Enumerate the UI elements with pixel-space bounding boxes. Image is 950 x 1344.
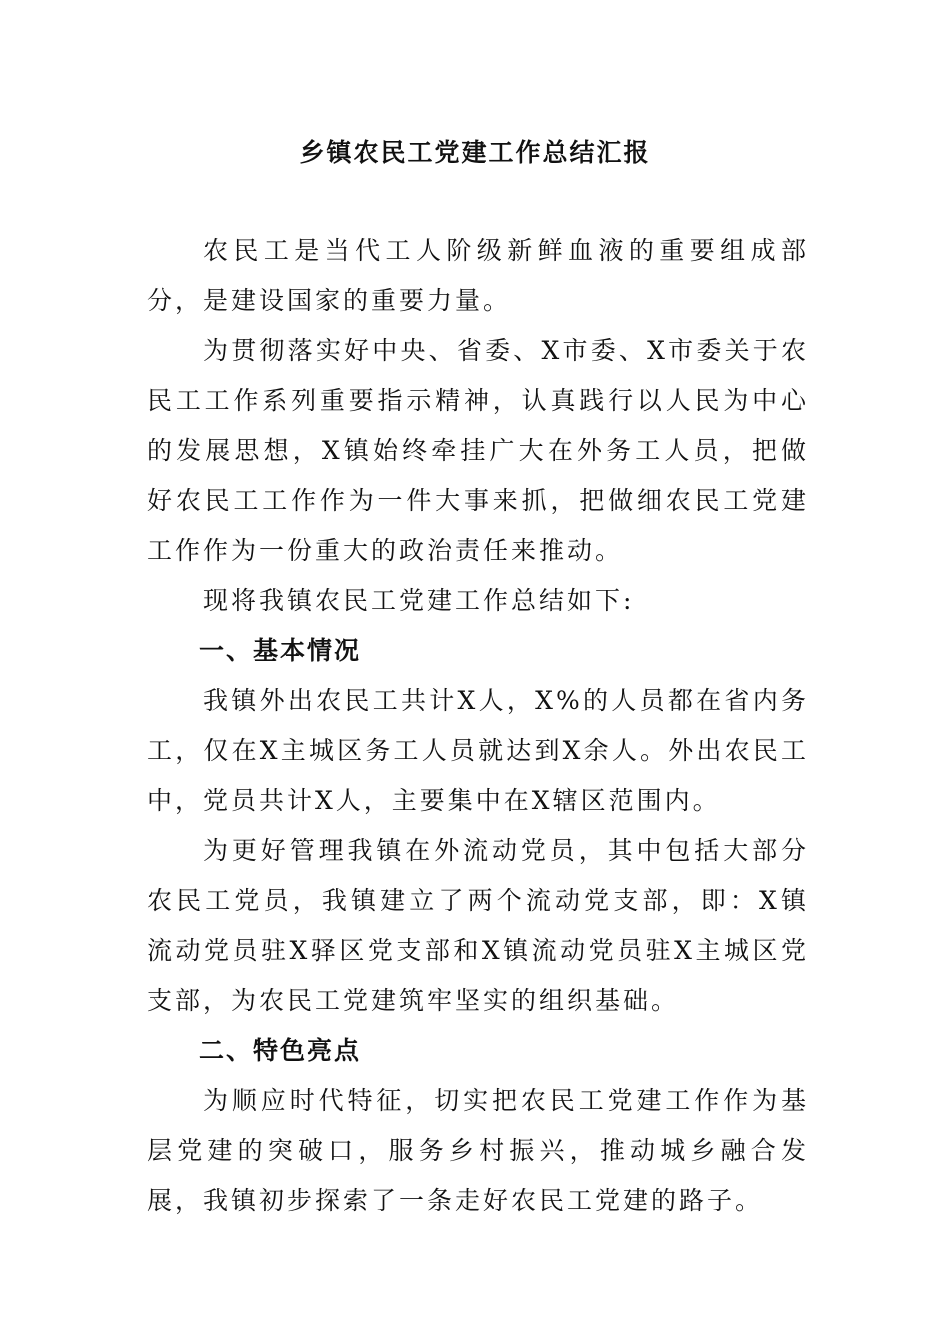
paragraph-intro: 农民工是当代工人阶级新鲜血液的重要组成部分，是建设国家的重要力量。 bbox=[147, 236, 809, 315]
document-body bbox=[147, 226, 809, 1226]
document-title: 乡镇农民工党建工作总结汇报 bbox=[299, 138, 651, 167]
paragraph-purpose: 为贯彻落实好中央、省委、X市委、X市委关于农民工工作系列重要指示精神，认真践行以人民为中心的发展思想，X镇始终牵挂广大在外务工人员，把做好农民工工作作为一件大事来抓，把做细农民工党建工作作为一份重大的政治责任来推动。 bbox=[147, 336, 809, 565]
paragraph-highlights-1: 为顺应时代特征，切实把农民工党建工作作为基层党建的突破口，服务乡村振兴，推动城乡融合发展，我镇初步探索了一条走好农民工党建的路子。 bbox=[147, 1086, 809, 1215]
section-heading-basic-situation: 一、基本情况 bbox=[199, 636, 362, 665]
paragraph-basic-situation-1: 我镇外出农民工共计X人，X%的人员都在省内务工，仅在X主城区务工人员就达到X余人。外出农民工中，党员共计X人，主要集中在X辖区范围内。 bbox=[147, 686, 809, 815]
paragraph-summary-lead: 现将我镇农民工党建工作总结如下: bbox=[203, 586, 635, 615]
paragraph-basic-situation-2: 为更好管理我镇在外流动党员，其中包括大部分农民工党员，我镇建立了两个流动党支部，即：X镇流动党员驻X驿区党支部和X镇流动党员驻X主城区党支部，为农民工党建筑牢坚实的组织基础。 bbox=[147, 836, 809, 1015]
section-heading-highlights: 二、特色亮点 bbox=[199, 1036, 362, 1065]
